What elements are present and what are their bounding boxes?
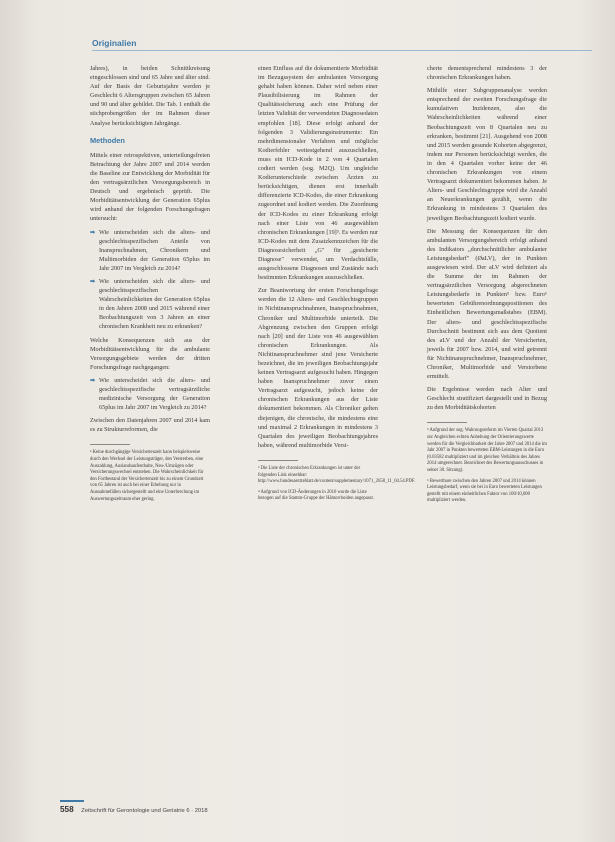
research-question-text: Wie unterscheiden sich die alters- und geschlechtsspezifischen Anteile von Inanspruchnahmen, Chronikern und Multimorbiden der Generation 65plus im Jahr 2007 im Vergleich zu 2014? — [99, 228, 210, 272]
footnote: ⁵ Aufgrund der sog. Wahrungsreform im Vierten Quartal 2013 zur Angleichen echten Anhebung der Orientierungswerte werden für die Vergleichbarkeit der Jahre 2007 und 2014 die im Jahr 2007 in Punkten bewerteten EBM-Leistungen in die Euro (0.03582 multipliziert und im gleichen Verhältnis des Jahres 2014 umgerechnet. Bezeichnet des Bewertungsausschusses in seiner 30. Sitzung). — [427, 428, 547, 474]
paragraph: einen Einfluss auf die dokumentierte Morbidität im Bezugssystem der ambulanten Versorgung gehabt haben können. Daher wird neben einer Plausibilisierung im Rahmen der Qualitätssicherung auch eine Prüfung der letzten Validität der verwendeten Diagnosedaten empfohlen [18]. Diese erfolgt anhand der folgenden 3 Validierungsinstrumente: Ein mehrdimensionaler Verfahren und mögliche Kodierfehler weitestgehend auszuschließen, muss ein ICD-Kode in 2 von 4 Quartalen codiert werden (sog. M2Q). Um ungleiche Kodierunterschiede zwischen Ärzten zu berücksichtigen, dienen erst innerhalb differenzierte ICD-Kodes, die einer Erkrankung zugeordnet und kodiert werden. Die Zuordnung der ICD-Kodes zu einer Erkrankung erfolgt nach einer Liste von 46 ausgewählten chronischen Erkrankungen [19]³. Es werden nur ICD-Kodes mit dem Zusatzkennzeichen für die Diagnosesicherheit „G" für „gesicherte Diagnose" verwendet, um Verdachtsfälle, ausgeschlossene Diagnosen und Zustände nach bestimmten Erkrankungen auszuschließen. — [258, 65, 378, 282]
paragraph: Jahres), in beiden Schnittkreisung eingeschlossen sind und 65 Jahre und älter sind. Auf der Basis der Geburtsjahre werden je Geschlecht 6 Altersgruppen zwischen 65 Jahren und 90 und älter gebildet. Die Tab. 1 enthält die stichprobengrößen der im Rahmen dieser Analyse berücksichtigten Jahrgänge. — [90, 65, 210, 127]
footnote: ⁴ Aufgrund von ICD-Änderungen in 2010 wurde die Liste bezogen auf die Stamm-Gruppe der Hämorrhoiden angepasst. — [258, 489, 374, 502]
footnote-rule — [427, 422, 467, 423]
paragraph: Zur Beantwortung der ersten Forschungsfrage werden die 12 Alters- und Geschlechtsgruppen in Nichtinanspruchnahmen, Inanspruchnahmen, Chroniker und Multimorbide unterteilt. Die Abgrenzung zwischen den Gruppen erfolgt nach [20] und der Liste von 46 ausgewählten chronischen Erkrankungen. Als Nichtinanspruchnehmer sind jene Versicherte bezeichnet, die im jeweiligen Beobachtungsjahr keinen Vertragsarzt aufgesucht haben. Hingegen haben Inanspruchnehmer zuvor einen Vertragsarzt aufgesucht, jedoch keine der chronischen Erkrankungen aus der Liste dokumentiert bekommen. Als Chroniker gelten diejenigen, die chronische, die mindestens eine und maximal 2 Erkrankungen in mindestens 3 Quartalen des jeweiligen Beobachtungsjahres haben, während multimorbide Versi- — [258, 287, 378, 449]
paragraph: Die Messung der Konsequenzen für den ambulanten Versorgungsbereich erfolgt anhand des Indikators „durchschnittlicher ambulanter Leistungsbedarf" (ØaLV), der in Punkten ausgewiesen wird. Der aLV wird definiert als die Summe der im Rahmen der vertragsärztlichen Versorgung abgerechneten Leistungsbedarfe in Punkten⁵ bzw. Euro⁶ bewerteten Gebührenordnungspositionen des Einheitlichen Bewertungsmaßstabes (EBM). Der alters- und geschlechtsspezifische Durchschnitt bestimmt sich aus dem Quotient des aLV und der Anzahl der Versicherten, jeweils für 2007 bzw. 2014, und wird getrennt für Nichtinanspruchnehmer, Inanspruchnehmer, Chroniker, Multimorbide und Verstorbene ermittelt. — [427, 227, 547, 381]
footnote-rule — [90, 444, 130, 445]
paragraph: Mittels einer retrospektiven, unterteilungsfreien Betrachtung der Jahre 2007 und 2014 werden die Baseline zur Entwicklung der Morbidität für den vertragsärztlichen Versorgungsbereich in Deutsch und ergebnisch geprüft. Die Morbiditätsentwicklung der Generation 65plus wird anhand der folgenden Forschungsfragen untersucht: — [90, 151, 210, 223]
column-2 — [258, 64, 416, 507]
section-heading-methoden: Methoden — [90, 135, 125, 145]
paragraph: Zwischen den Datenjahren 2007 und 2014 kam es zu Strukturreformen, die — [90, 417, 210, 434]
page-number: 558 — [60, 805, 74, 814]
footnote: ² Keine durchgängige Versichertenzeit kann beispielsweise durch den Wechsel der Leistungsträger, den Versterben, eine Auszahlung, Auslandsaufenthalte, Neu-/Umzügen oder Versicherungswechsel entstehen. Die Wahrscheinlichkeit für den Fortbestand der Versichertenzeit bis zu einem Grundzeit von 65 Jahren ist auch bei einer Erhebung nur in Ausnahmefällen sichergestellt und eine Unterbrechung im Auswertungszeitraum eher gering. — [90, 450, 204, 502]
column-3 — [427, 64, 547, 509]
research-question — [90, 277, 210, 332]
paragraph: Mithilfe einer Subgruppenanalyse werden entsprechend der zweiten Forschungsfrage die kumulativen Inzidenzen, also die Wahrscheinlichkeiten während einer Beobachtungszeit von 8 Quartalen neu zu erkranken, bestimmt [21]. Ausgehend von 2008 und 2015 werden gesunde Kohorten abgegrenzt, indem nur Personen berücksichtigt werden, die in den 4 Quartalen vorher keine der 46 chronischen Erkrankungen von einem Vertragsarzt dokumentiert bekommen haben. Je Alters- und Geschlechtsgruppe wird die Anzahl an Neuerkrankungen gezählt, wenn die Erkrankung in mindestens 3 Quartalen des jeweiligen Beobachtungszeit kodiert wurde. — [427, 87, 547, 222]
header-rule — [92, 50, 592, 51]
research-question — [90, 228, 210, 273]
research-question — [90, 376, 210, 412]
footer-accent-bar — [60, 800, 84, 802]
footnote: ⁶ Bewertbare zwischen den Jahren 2007 und 2014 können Leistungsbedarf, wenn sie bei in Euro bewerteten Leistungen gestellt mit einem einheitlichen Faktor von 100/10,000 multipliziert werden. — [427, 478, 542, 504]
footnote: ³ Die Liste der chronischen Erkrankungen ist unter der folgenden Link einsehbar: http://www.bundesaerzteblatt.de/content/supplementary/1071_2658_11_04.54.PDF. — [258, 465, 416, 485]
research-question-text: Wie unterscheiden sich die alters- und geschlechtsspezifischen Wahrscheinlichkeiten der Generation 65plus in den Jahren 2008 und 2015 während einer Beobachtungszeit von 3 Jahren an einer chronischen Krankheit neu zu erkranken? — [99, 277, 210, 331]
arrow-bullet-icon: ➡ — [90, 228, 96, 236]
paragraph: Welche Konsequenzen sich aus der Morbiditätsentwicklung für die ambulante Versorgungsgebiete werden der dritten Forschungsfrage nachgegangen: — [90, 336, 210, 371]
arrow-bullet-icon: ➡ — [90, 277, 96, 285]
journal-name: Zeitschrift für Gerontologie und Geriatrie 6 · 2018 — [81, 808, 208, 814]
arrow-bullet-icon: ➡ — [90, 376, 96, 384]
paragraph: Die Ergebnisse werden nach Alter und Geschlecht stratifiziert dargestellt und in Bezug zu den Morbiditätskohorten — [427, 386, 547, 412]
footnote-rule — [258, 460, 298, 461]
column-1 — [90, 64, 210, 507]
research-question-text: Wie unterscheidet sich die alters- und geschlechtsspezifische vertragsärztliche medizinische Versorgung der Generation 65plus im Jahr 2007 im Vergleich zu 2014? — [99, 376, 210, 412]
page-footer — [60, 805, 208, 814]
section-label: Originalien — [92, 38, 137, 48]
paragraph: cherte dementsprechend mindestens 3 der chronischen Erkrankungen haben. — [427, 65, 547, 82]
